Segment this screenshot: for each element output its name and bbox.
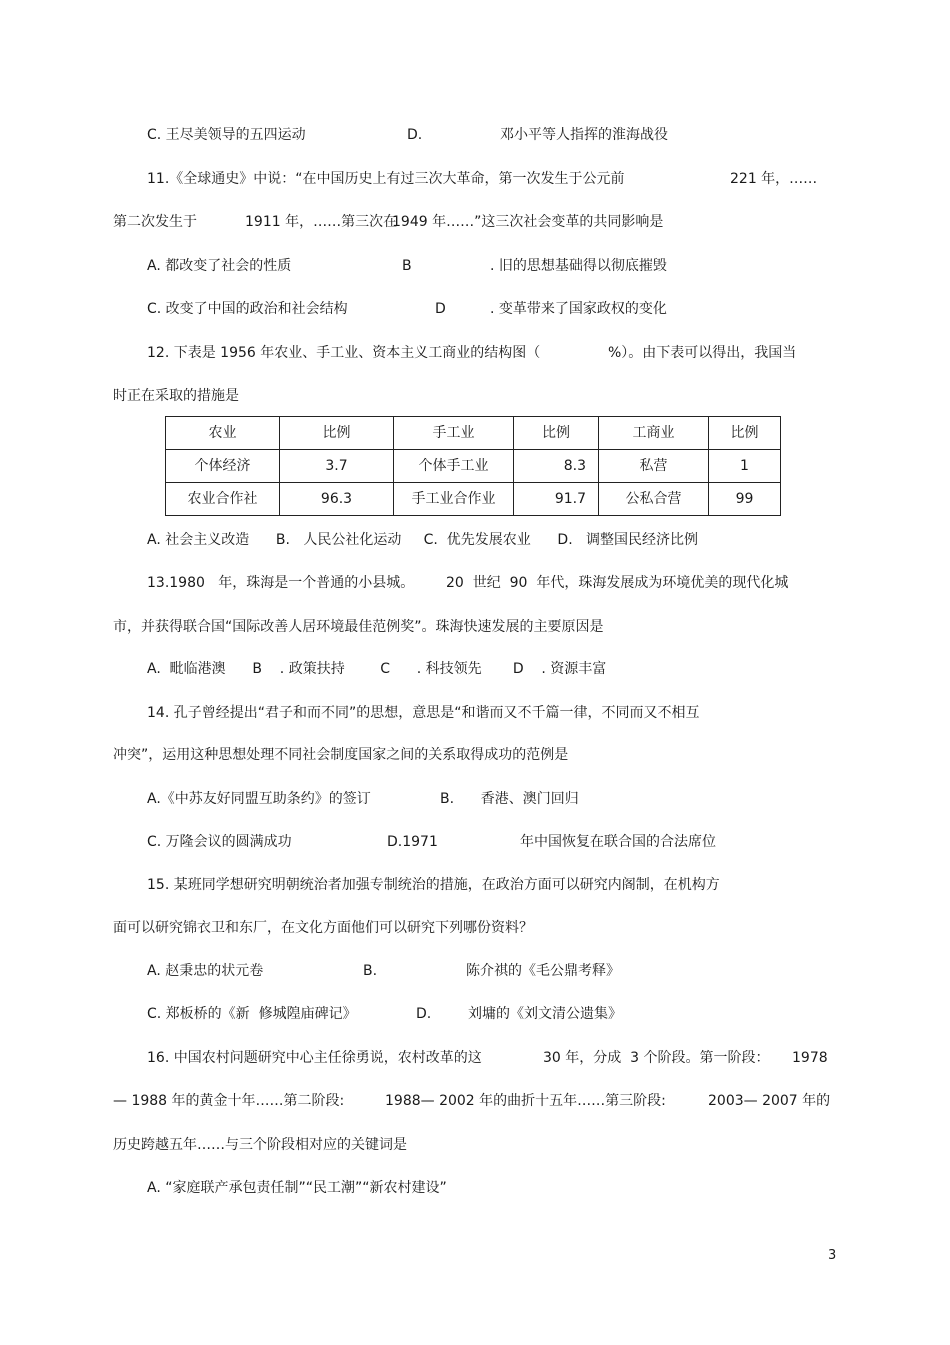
- q11-stem-line1a: 11.《全球通史》中说：“在中国历史上有过三次大革命，第一次发生于公元前: [147, 171, 625, 187]
- q10-option-c: C. 王尽美领导的五四运动: [147, 127, 306, 143]
- q13-stem-line1a: 13.1980 年，珠海是一个普通的小县城。: [147, 575, 415, 591]
- q15-option-b-letter: B.: [363, 963, 378, 979]
- table-cell: 个体经济: [166, 450, 280, 483]
- q12-stem-line1a: 12. 下表是 1956 年农业、手工业、资本主义工商业的结构图（: [147, 345, 541, 361]
- table-cell: 手工业合作业: [394, 483, 514, 516]
- table-header-cell: 比例: [514, 417, 599, 450]
- q14-stem-line1: 14. 孔子曾经提出“君子和而不同”的思想，意思是“和谐而又不千篇一律，不同而又不相互: [147, 705, 700, 721]
- page-number: 3: [828, 1248, 837, 1263]
- q12-stem-line1b: %）。由下表可以得出，我国当: [608, 345, 797, 361]
- q11-option-b-letter: B: [402, 258, 412, 274]
- q15-stem-line2: 面可以研究锦衣卫和东厂，在文化方面他们可以研究下列哪份资料？: [113, 920, 533, 936]
- q15-option-d-text: 刘墉的《刘文清公遗集》: [468, 1006, 622, 1022]
- table-header-cell: 农业: [166, 417, 280, 450]
- q14-stem-line2: 冲突”，运用这种思想处理不同社会制度国家之间的关系取得成功的范例是: [113, 747, 569, 763]
- q14-option-c: C. 万隆会议的圆满成功: [147, 834, 292, 850]
- table-header-row: [166, 417, 781, 450]
- q11-option-d-text: . 变革带来了国家政权的变化: [490, 301, 667, 317]
- q15-option-a: A. 赵秉忠的状元卷: [147, 963, 264, 979]
- q11-option-c: C. 改变了中国的政治和社会结构: [147, 301, 348, 317]
- table-row: [166, 450, 781, 483]
- economy-structure-table: [165, 416, 781, 516]
- q11-option-a: A. 都改变了社会的性质: [147, 258, 292, 274]
- q13-stem-line1b: 20 世纪 90 年代，珠海发展成为环境优美的现代化城: [446, 575, 789, 591]
- q16-stem-line2a: — 1988 年的黄金十年……第二阶段:: [113, 1093, 345, 1109]
- table-header-cell: 工商业: [599, 417, 709, 450]
- table-cell: 个体手工业: [394, 450, 514, 483]
- q11-stem-line1b: 221 年，……: [730, 171, 818, 187]
- q11-stem-line2c: 1949 年……”这三次社会变革的共同影响是: [392, 214, 664, 230]
- table-cell: 农业合作社: [166, 483, 280, 516]
- q11-stem-line2a: 第二次发生于: [113, 214, 197, 230]
- q13-options: A. 毗临港澳 B . 政策扶持 C . 科技领先 D . 资源丰富: [147, 661, 607, 677]
- q11-option-b-text: . 旧的思想基础得以彻底摧毁: [490, 258, 667, 274]
- q16-stem-line1b: 30 年，分成 3 个阶段。第一阶段：: [543, 1050, 770, 1066]
- q16-stem-line1a: 16. 中国农村问题研究中心主任徐勇说，农村改革的这: [147, 1050, 482, 1066]
- q10-option-d-text: 邓小平等人指挥的淮海战役: [500, 127, 668, 143]
- q15-stem-line1: 15. 某班同学想研究明朝统治者加强专制统治的措施，在政治方面可以研究内阁制，在机构方: [147, 877, 720, 893]
- table-cell: 1: [709, 450, 781, 483]
- table-cell: 99: [709, 483, 781, 516]
- q10-option-d-letter: D.: [407, 127, 423, 143]
- table-cell: 8.3: [514, 450, 599, 483]
- table-row: [166, 483, 781, 516]
- q15-option-d-letter: D.: [416, 1006, 432, 1022]
- q13-stem-line2: 市，并获得联合国“国际改善人居环境最佳范例奖”。珠海快速发展的主要原因是: [113, 619, 604, 635]
- table-cell: 公私合营: [599, 483, 709, 516]
- table-cell: 96.3: [280, 483, 394, 516]
- q12-options: A. 社会主义改造 B. 人民公社化运动 C. 优先发展农业 D. 调整国民经济比例: [147, 532, 698, 548]
- q16-stem-line2b: 1988— 2002 年的曲折十五年……第三阶段:: [385, 1093, 666, 1109]
- q16-stem-line2c: 2003— 2007 年的: [708, 1093, 831, 1109]
- q14-option-b: B. 香港、澳门回归: [440, 791, 579, 807]
- table-cell: 3.7: [280, 450, 394, 483]
- q14-option-d-text: 年中国恢复在联合国的合法席位: [520, 834, 716, 850]
- q16-stem-line3: 历史跨越五年……与三个阶段相对应的关键词是: [113, 1137, 407, 1153]
- table-header-cell: 比例: [709, 417, 781, 450]
- q15-option-b-text: 陈介祺的《毛公鼎考释》: [466, 963, 620, 979]
- q11-option-d-letter: D: [435, 301, 446, 317]
- q15-option-c: C. 郑板桥的《新 修城隍庙碑记》: [147, 1006, 357, 1022]
- q16-option-a: A. “家庭联产承包责任制”“民工潮”“新农村建设”: [147, 1180, 447, 1196]
- table-header-cell: 手工业: [394, 417, 514, 450]
- table-header-cell: 比例: [280, 417, 394, 450]
- q11-stem-line2b: 1911 年，……第三次在: [245, 214, 398, 230]
- table-cell: 私营: [599, 450, 709, 483]
- q14-option-d-letter: D.1971: [387, 834, 438, 850]
- table-cell: 91.7: [514, 483, 599, 516]
- q16-stem-line1c: 1978: [792, 1050, 828, 1066]
- q14-option-a: A.《中苏友好同盟互助条约》的签订: [147, 791, 371, 807]
- q12-stem-line2: 时正在采取的措施是: [113, 388, 239, 404]
